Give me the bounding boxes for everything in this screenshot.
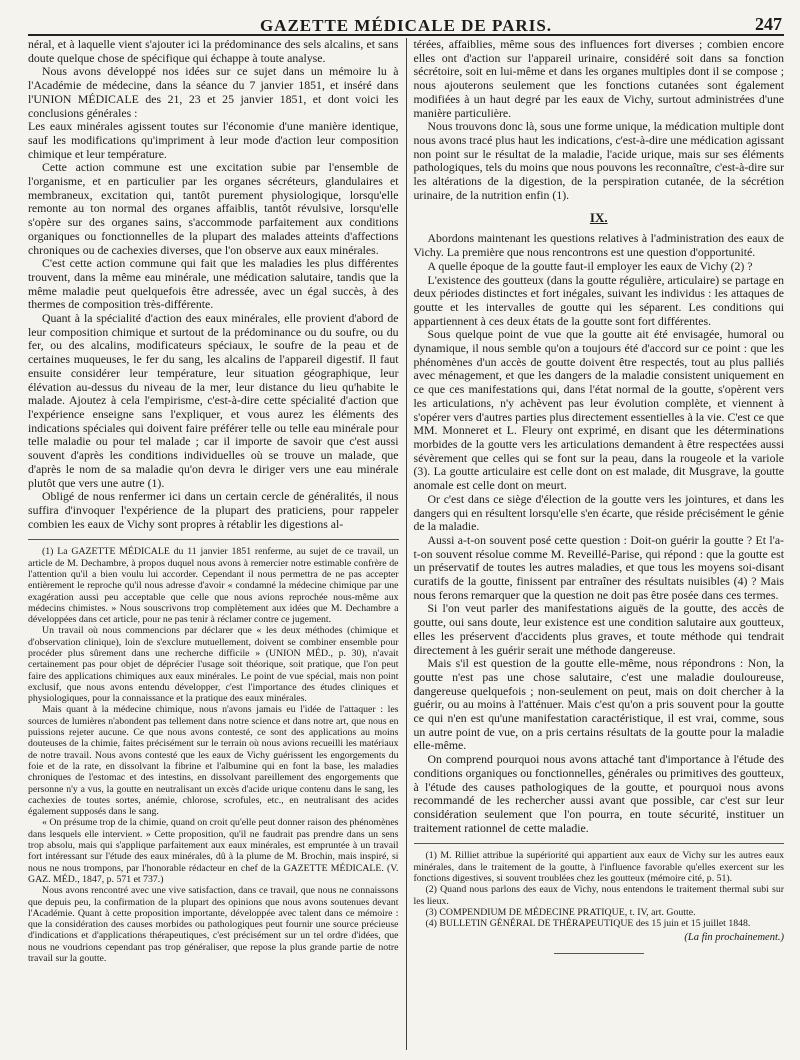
body-paragraph: C'est cette action commune qui fait que les maladies les plus différentes trouvent, dans la même eau minérale, une médication salutaire, tandis que la même maladie peut quelquefois être adressée, avec un égal succès, à des thermes de composition très-différente. bbox=[28, 256, 399, 312]
body-paragraph: Mais s'il est question de la goutte elle-même, nous répondrons : Non, la goutte n'est pas une chose salutaire, c'est une maladie douloureuse, dangereuse quelquefois ; non-seulement on peut, mais on doit chercher à la guérir, ou au moins à l'atténuer. Mais c'est qu'on a pris souvent pour la goutte ce qui n'en est qu'une manifestation caractéristique, il est vrai, comme, sous un autre point de vue, on a pris certains résultats de la goutte pour la maladie elle-même. bbox=[413, 656, 784, 753]
footnote-divider bbox=[28, 539, 399, 540]
right-footnotes bbox=[414, 850, 785, 929]
footnote: (2) Quand nous parlons des eaux de Vichy, nous entendons le traitement thermal subi sur les lieux. bbox=[413, 884, 784, 907]
footnote: (3) COMPENDIUM DE MÉDECINE PRATIQUE, t. IV, art. Goutte. bbox=[425, 906, 696, 918]
body-paragraph: Cette action commune est une excitation subie par l'ensemble de l'organisme, et en particulier par les organes sécréteurs, glandulaires et membraneux, excitation qui, tantôt purement physiologique, lorsqu'elle remonte au ton normal des organes affaiblis, tantôt révulsive, lorsqu'elle s'opère sur des organes sains, s'accommode parfaitement aux conditions organiques ou fonctionnelles de la plupart des malades atteints d'affections chroniques ou de cachexies diverses, que l'on observe aux eaux minérales. bbox=[28, 160, 399, 257]
body-paragraph: térées, affaiblies, même sous des influences fort diverses ; combien encore elles ont d'action sur l'appareil urinaire, considéré soit dans sa fonction sécrétoire, soit en lui-même et dans les organes multiples dont il se compose ; nous ajouterons seulement que les fonctions cutanées sont également modifiées à un haut degré par les eaux de Vichy, surtout administrées d'une manière particulière. bbox=[413, 38, 784, 120]
left-footnotes bbox=[28, 546, 399, 964]
body-paragraph: néral, et à laquelle vient s'ajouter ici la prédominance des sels alcalins, et sans doute quelque chose de spécifique qui échappe à toute analyse. bbox=[28, 38, 399, 65]
footnote: Nous avons rencontré avec une vive satisfaction, dans ce travail, que nous ne connaissons que depuis peu, la confirmation de la plupart des opinions que nous avons soutenues devant l'Académie. Quant à cette proposition importante, développée avec talent dans ce mémoire : que la considération des causes morbides ou pathologiques peut fournir une source précieuse d'indications et d'applications thérapeutiques, c'est précisément sur un tel ordre d'idées, que nous ne voudrions cependant pas trop généraliser, que repose la plus grande partie de notre travail sur la goutte. bbox=[28, 885, 399, 964]
body-paragraph: On comprend pourquoi nous avons attaché tant d'importance à l'étude des conditions organiques ou fonctionnelles, générales ou primitives des goutteux, à l'étude des causes pathologiques de la goutte, et pourquoi nous avons recommandé de les rechercher aussi avant que possible, car c'est sur leur considération seulement que l'on pourra, en toute sécurité, instituer un traitement rationnel de cette maladie. bbox=[413, 752, 784, 835]
section-heading: IX. bbox=[589, 210, 608, 226]
body-paragraph: Si l'on veut parler des manifestations aiguës de la goutte, des accès de goutte, oui sans doute, leur existence est une condition salutaire aux goutteux, elles les préservent d'accidents plus graves, et toute méthode qui tendrait directement à les guérir serait une méthode dangereuse. bbox=[413, 601, 784, 657]
footnote: Mais quant à la médecine chimique, nous n'avons jamais eu l'idée de l'attaquer : les sources de lumières n'abondent pas tellement dans notre science et dans notre art, que nous en puissions rejeter aucune. Ce que nous avons contesté, ce sont des applications au moins douteuses de la chimie, faites précisément sur le terrain où nous avions recueilli les matériaux de notre travail. Nous avons contesté que les eaux de Vichy guérissent les engorgements du foie et de la rate, en dissolvant la fibrine et l'albumine qui en font la base, les maladies chroniques de l'estomac et des intestins, en dissolvant pareillement des engorgements que personne n'y a vus, la goutte en neutralisant un excès d'acide urique contenu dans le sang, les cachexies de toutes sortes, anémie, chlorose, scrofules, etc., en neutralisant des acides également supposés dans le sang. bbox=[28, 704, 399, 818]
body-paragraph: Aussi a-t-on souvent posé cette question : Doit-on guérir la goutte ? Et l'a-t-on souvent résolue comme M. Reveillé-Parise, qui répond : que la goutte est un préservatif de toutes les autres maladies, et que tous les moyens soi-disant curatifs de la goutte, finissent par entraîner des résultats nuisibles (4) ? Mais nous ferons remarquer que la question ne doit pas être posée dans ces termes. bbox=[413, 532, 784, 602]
body-paragraph: Or c'est dans ce siège d'élection de la goutte vers les jointures, et dans les dangers qui en résultent lorsqu'elle s'en écarte, que réside précisément le génie de la maladie. bbox=[413, 491, 784, 534]
right-column bbox=[407, 38, 785, 1050]
journal-title: GAZETTE MÉDICALE DE PARIS. bbox=[259, 16, 553, 35]
body-paragraph: A quelle époque de la goutte faut-il employer les eaux de Vichy (2) ? bbox=[427, 258, 753, 273]
footnote: (4) BULLETIN GÉNÉRAL DE THÉRAPEUTIQUE des 15 juin et 15 juillet 1848. bbox=[425, 918, 751, 930]
body-paragraph: Obligé de nous renfermer ici dans un certain cercle de généralités, il nous suffira d'invoquer l'expérience de la plupart des praticiens, pour rappeler combien les eaux de Vichy sont propres à rétablir les digestions al- bbox=[28, 489, 399, 531]
page-number: 247 bbox=[755, 14, 782, 34]
body-paragraph: Nous trouvons donc là, sous une forme unique, la médication multiple dont nous avons tracé plus haut les indications, c'est-à-dire une médication agissant non point sur le résultat de la maladie, l'acide urique, mais sur ses éléments pathologiques, tels du moins que nous pouvons les reconnaître, c'est-à-dire sur les altérations de la digestion, de la perspiration cutanée, de la sécrétion urinaire, de la nutrition enfin (1). bbox=[413, 119, 784, 202]
footnote: Un travail où nous commencions par déclarer que « les deux méthodes (chimique et d'observation clinique), loin de s'exclure mutuellement, doivent se combiner ensemble pour procéder plus sûrement dans une recherche difficile » (UNION MÉD., p. 30), n'avait certainement pas pour objet de déprécier l'usage soit théorique, soit pratique, que l'on peut faire des applications chimiques aux eaux minérales. Le point de vue spécial, mais non point exclusif, que nous avons entendu développer, c'est l'importance des études cliniques et physiologiques, pour la connaissance et la pratique des eaux minérales. bbox=[28, 625, 399, 705]
footnote: (1) La GAZETTE MÉDICALE du 11 janvier 1851 renferme, au sujet de ce travail, un article de M. Dechambre, à propos duquel nous avons à remercier notre estimable confrère de l'attention qu'il a bien voulu lui accorder. Cependant il nous permettra de ne pas accepter entièrement le reproche qu'il nous adresse d'avoir « condamné la médecine chimique par une exagération aussi peu acceptable que celle que nous avions reprochée nous-même aux médecins chimistes. » Nous souscrivons trop complètement aux idées que M. Dechambre a développées dans cet article, pour ne pas tenir à réclamer contre ce jugement. bbox=[28, 546, 399, 626]
body-paragraph: Nous avons développé nos idées sur ce sujet dans un mémoire lu à l'Académie de médecine, dans la séance du 7 janvier 1851, et inséré dans l'UNION MÉDICALE des 21, 23 et 25 janvier 1851, et dont voici les conclusions générales : bbox=[28, 64, 399, 120]
body-paragraph: Abordons maintenant les questions relatives à l'administration des eaux de Vichy. La première que nous rencontrons est une question d'opportunité. bbox=[413, 231, 784, 260]
columns bbox=[28, 38, 784, 1050]
body-paragraph: Les eaux minérales agissent toutes sur l'économie d'une manière identique, sauf les modifications qu'impriment à leur mode d'action leur composition chimique et leur température. bbox=[28, 119, 399, 161]
body-paragraph: L'existence des goutteux (dans la goutte régulière, articulaire) se partage en deux périodes distinctes et fort inégales, suivant les individus : les attaques de goutte et les intervalles de goutte qui les séparent. Les conditions qui appartiennent à ces deux états de la goutte sont fort différentes. bbox=[413, 272, 784, 328]
footnote: « On présume trop de la chimie, quand on croit qu'elle peut donner raison des phénomènes dans lesquels elle intervient. » Cette proposition, qu'il ne faudrait pas prendre dans un sens trop absolu, mais qui s'applique parfaitement aux eaux minérales, est empruntée à un travail fort intéressant sur l'étude des eaux minérales, dû à la plume de M. Brochin, mais inspiré, si nous ne nous trompons, par l'honorable rédacteur en chef de la GAZETTE MÉDICALE. (V. GAZ. MÉD., 1847, p. 571 et 737.) bbox=[28, 817, 399, 885]
footnote-divider bbox=[414, 843, 785, 844]
end-rule bbox=[554, 953, 644, 954]
footnote: (1) M. Rilliet attribue la supériorité qui appartient aux eaux de Vichy sur les autres eaux minérales, dans le traitement de la goutte, à l'influence favorable qu'elles exercent sur les fonctions digestives, si souvent troublées chez les goutteux (mémoire cité, p. 51). bbox=[413, 850, 784, 884]
body-paragraph: Quant à la spécialité d'action des eaux minérales, elle provient d'abord de leur composition chimique et surtout de la prédominance ou du soufre, ou du fer, ou des alcalins, modificateurs spéciaux, le soufre de la peau et de certaines muqueuses, le fer du sang, les alcalins de l'appareil digestif. Il faut ensuite considérer leur température, leur situation géographique, leur élévation au-dessus du niveau de la mer, leur distance du lieu qu'habite le malade. Ajoutez à cela l'empirisme, c'est-à-dire cette spécialité d'action que l'expérience enseigne sans l'expliquer, et vous aurez les éléments des indications spéciales qui doivent faire préférer telle ou telle eau minérale pour telle maladie ou pour tel malade ; car il importe de savoir que c'est aussi souvent d'après les conditions individuelles où se trouve un malade, que d'après le nom de sa maladie qu'on devra le diriger vers une eau minérale plutôt que vers une autre (1). bbox=[28, 311, 399, 490]
body-paragraph: Sous quelque point de vue que la goutte ait été envisagée, humoral ou dynamique, il nous semble qu'on a toujours été d'accord sur ce point : que les phénomènes d'un accès de goutte doivent être respectés, tout au plus palliés avec ménagement, et que les dangers de la maladie consistent uniquement en ce que ces manifestations qui, dans l'état normal de la goutte, s'opèrent vers les articulations, n'y achèvent pas leur évolution complète, et viennent à s'opérer vers d'autres parties plus directement essentielles à la vie. C'est ce que MM. Monneret et L. Fleury ont exprimé, en disant que les déterminations morbides de la goutte vers les articulations demandent à être respectées aussi sévèrement que celles qui se font sur la peau, dans la rougeole et la variole (3). La goutte articulaire est celle dont on est malade, dit Musgrave, la goutte anomale est celle dont on meurt. bbox=[413, 327, 784, 493]
page-header bbox=[28, 10, 784, 36]
continuation-note: (La fin prochainement.) bbox=[684, 932, 784, 944]
left-column bbox=[28, 38, 407, 1050]
